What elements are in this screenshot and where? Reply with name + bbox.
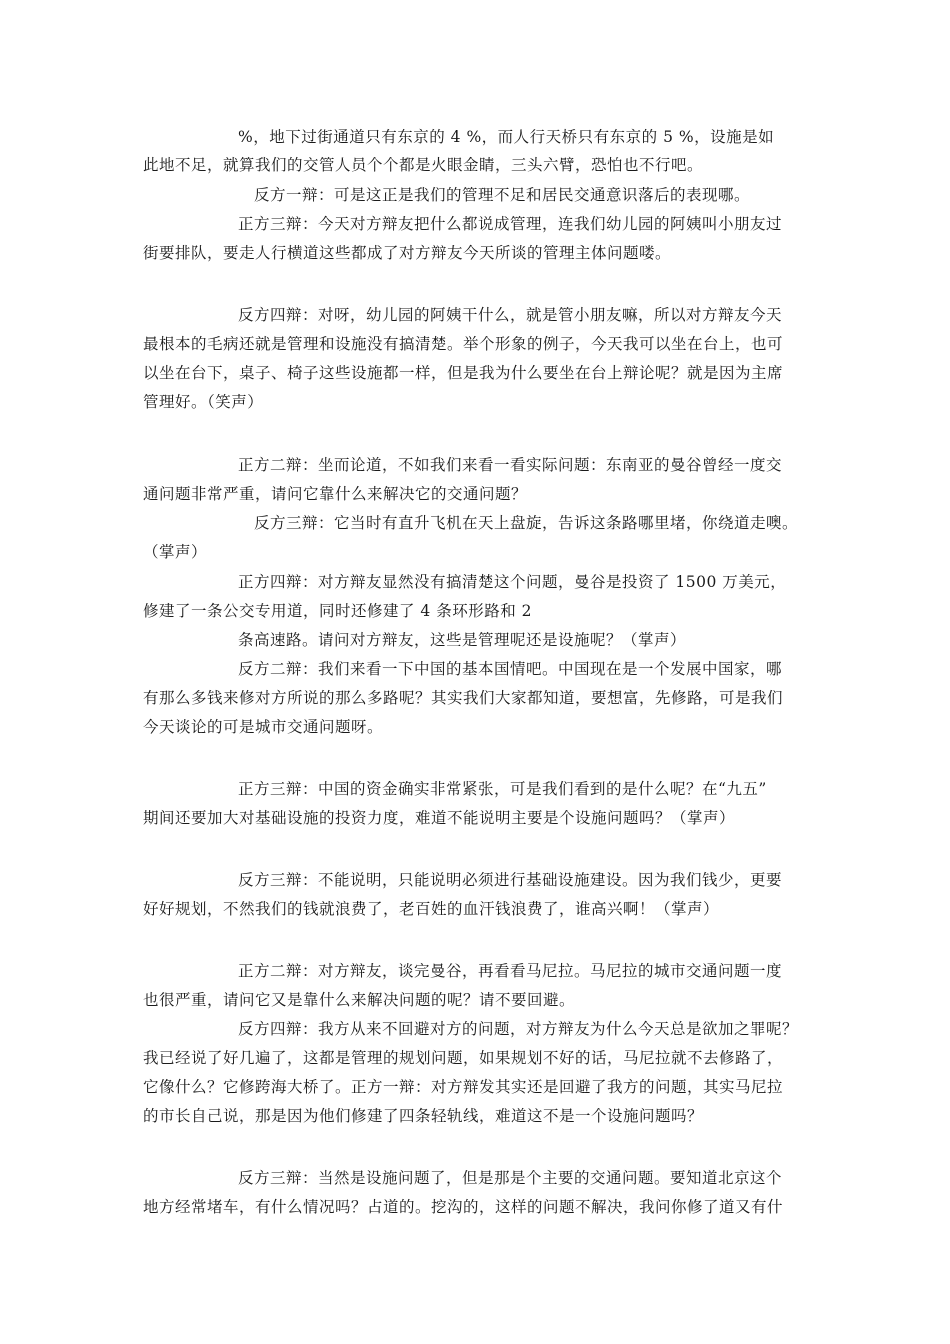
text-line: 它像什么？它修跨海大桥了。正方一辩：对方辩发其实还是回避了我方的问题，其实马尼拉 xyxy=(143,1078,784,1096)
text-line: 反方三辩：它当时有直升飞机在天上盘旋，告诉这条路哪里堵，你绕道走噢。 xyxy=(254,514,799,532)
text-line: 正方三辩：中国的资金确实非常紧张，可是我们看到的是什么呢？在“九五” xyxy=(238,780,767,798)
text-line: 以坐在台下，桌子、椅子这些设施都一样，但是我为什么要坐在台上辩论呢？就是因为主席 xyxy=(143,364,784,382)
text-line: 此地不足，就算我们的交管人员个个都是火眼金睛，三头六臂，恐怕也不行吧。 xyxy=(143,156,704,174)
text-line: %，地下过街通道只有东京的 4 %，而人行天桥只有东京的 5 %，设施是如 xyxy=(238,128,775,146)
text-line: 管理好。（笑声） xyxy=(143,393,264,411)
text-line: 正方二辩：对方辩友，谈完曼谷，再看看马尼拉。马尼拉的城市交通问题一度 xyxy=(238,962,783,980)
text-line: 反方二辩：我们来看一下中国的基本国情吧。中国现在是一个发展中国家，哪 xyxy=(238,660,783,678)
text-line: 条高速路。请问对方辩友，这些是管理呢还是设施呢？（掌声） xyxy=(238,631,687,649)
text-line: 街要排队，要走人行横道这些都成了对方辩友今天所谈的管理主体问题喽。 xyxy=(143,244,672,262)
text-line: 反方四辩：对呀，幼儿园的阿姨干什么，就是管小朋友嘛，所以对方辩友今天 xyxy=(238,306,783,324)
text-line: 期间还要加大对基础设施的投资力度，难道不能说明主要是个设施问题吗？（掌声） xyxy=(143,809,736,827)
text-line: 最根本的毛病还就是管理和设施没有搞清楚。举个形象的例子，今天我可以坐在台上，也可 xyxy=(143,335,784,353)
text-line: 正方四辩：对方辩友显然没有搞清楚这个问题，曼谷是投资了 1500 万美元， xyxy=(238,573,787,591)
text-line: 正方二辩：坐而论道，不如我们来看一看实际问题：东南亚的曼谷曾经一度交 xyxy=(238,456,783,474)
text-line: 反方三辩：当然是设施问题了，但是那是个主要的交通问题。要知道北京这个 xyxy=(238,1169,783,1187)
text-line: 的市长自己说，那是因为他们修建了四条轻轨线，难道这不是一个设施问题吗？ xyxy=(143,1107,704,1125)
text-line: 通问题非常严重，请问它靠什么来解决它的交通问题？ xyxy=(143,485,528,503)
text-line: 也很严重，请问它又是靠什么来解决问题的呢？请不要回避。 xyxy=(143,991,576,1009)
text-line: 反方三辩：不能说明，只能说明必须进行基础设施建设。因为我们钱少，更要 xyxy=(238,871,783,889)
text-line: 修建了一条公交专用道，同时还修建了 4 条环形路和 2 xyxy=(143,602,533,620)
text-line: （掌声） xyxy=(143,543,208,561)
text-line: 反方四辩：我方从来不回避对方的问题，对方辩友为什么今天总是欲加之罪呢？ xyxy=(238,1020,799,1038)
text-line: 地方经常堵车，有什么情况吗？占道的。挖沟的，这样的问题不解决，我问你修了道又有什 xyxy=(143,1198,784,1216)
text-line: 有那么多钱来修对方所说的那么多路呢？其实我们大家都知道，要想富，先修路，可是我们 xyxy=(143,689,784,707)
text-line: 反方一辩：可是这正是我们的管理不足和居民交通意识落后的表现哪。 xyxy=(254,186,751,204)
text-line: 正方三辩：今天对方辩友把什么都说成管理，连我们幼儿园的阿姨叫小朋友过 xyxy=(238,215,783,233)
text-line: 好好规划，不然我们的钱就浪费了，老百姓的血汗钱浪费了，谁高兴啊！（掌声） xyxy=(143,900,720,918)
text-line: 今天谈论的可是城市交通问题呀。 xyxy=(143,718,384,736)
text-line: 我已经说了好几遍了，这都是管理的规划问题，如果规划不好的话，马尼拉就不去修路了， xyxy=(143,1049,784,1067)
